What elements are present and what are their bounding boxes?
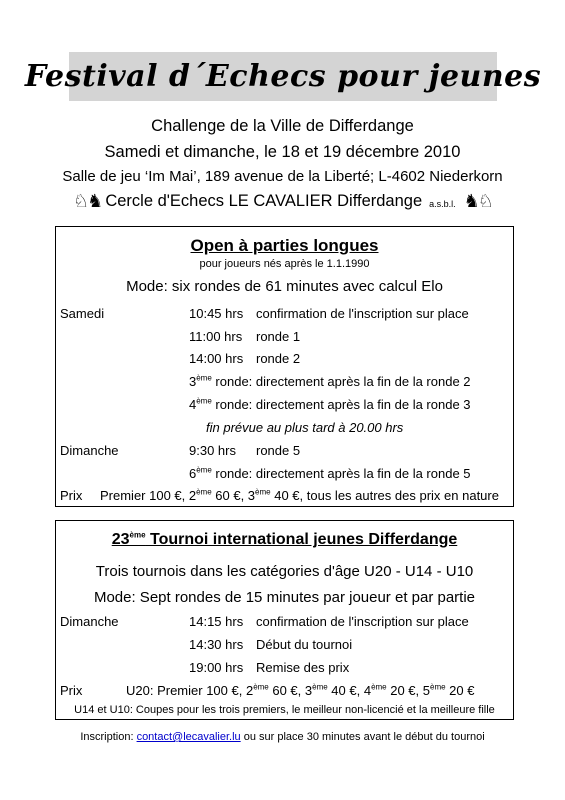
open-subtitle: pour joueurs nés après le 1.1.1990 xyxy=(199,258,370,270)
schedule-desc: ronde 5 xyxy=(256,443,301,458)
ordinal-suffix: ème xyxy=(312,682,328,692)
schedule-time: 14:30 hrs xyxy=(189,637,244,652)
ordinal-suffix: ème xyxy=(196,396,212,406)
schedule-time: 11:00 hrs xyxy=(189,329,243,344)
sunday-label: Dimanche xyxy=(60,614,119,629)
schedule-desc: ronde 1 xyxy=(256,329,301,344)
prize-text: 20 € xyxy=(445,683,475,698)
club-line xyxy=(0,191,565,212)
tournament-title xyxy=(56,531,513,549)
round-desc: ronde: directement après la fin de la ronde 2 xyxy=(215,374,471,389)
club-suffix: a.s.b.l. xyxy=(429,198,456,209)
ordinal-suffix: ème xyxy=(129,530,146,540)
youth-prizes-note: U14 et U10: Coupes pour les trois premiers, le meilleur non-licencié et la meilleure fille xyxy=(74,704,495,716)
registration-suffix: ou sur place 30 minutes avant le début du tournoi xyxy=(240,731,485,743)
tournament-section xyxy=(55,520,514,720)
round-number: 3 xyxy=(189,374,197,389)
round4-line xyxy=(189,397,471,412)
round-number: 6 xyxy=(189,466,197,481)
round-number: 4 xyxy=(189,397,197,412)
registration-line xyxy=(0,731,565,743)
title-number: 23 xyxy=(111,531,130,548)
club-name: Cercle d'Echecs LE CAVALIER Differdange xyxy=(105,192,423,210)
schedule-desc: Début du tournoi xyxy=(256,637,353,652)
schedule-time: 14:15 hrs xyxy=(189,614,244,629)
mode-line: Mode: Sept rondes de 15 minutes par joueur et par partie xyxy=(93,589,476,606)
schedule-time: 10:45 hrs xyxy=(189,306,244,321)
round-desc: ronde: directement après la fin de la ronde 5 xyxy=(215,466,471,481)
saturday-label: Samedi xyxy=(60,306,105,321)
venue-line: Salle de jeu ‘Im Mai’, 189 avenue de la Liberté; L-4602 Niederkorn xyxy=(62,168,503,185)
knight-left-icon: ♘♞ xyxy=(73,191,102,212)
open-section xyxy=(55,226,514,507)
title-text: Tournoi international jeunes Differdange xyxy=(145,531,458,548)
date-line: Samedi et dimanche, le 18 et 19 décembre 2010 xyxy=(104,143,461,161)
ordinal-suffix: ème xyxy=(255,487,271,497)
round-desc: ronde: directement après la fin de la ronde 3 xyxy=(215,397,471,412)
ordinal-suffix: ème xyxy=(430,682,446,692)
schedule-time: 14:00 hrs xyxy=(189,351,244,366)
schedule-desc: Remise des prix xyxy=(256,660,350,675)
prize-label: Prix xyxy=(60,683,83,698)
round3-line xyxy=(189,374,471,389)
prize-text: Premier 100 €, 2 xyxy=(100,488,197,503)
title-banner xyxy=(24,52,542,101)
prize-line xyxy=(126,683,474,698)
ordinal-suffix: ème xyxy=(196,487,212,497)
open-mode: Mode: six rondes de 61 minutes avec calcul Elo xyxy=(126,278,443,295)
schedule-desc: ronde 2 xyxy=(256,351,301,366)
open-title: Open à parties longues xyxy=(190,236,379,255)
sunday-label: Dimanche xyxy=(60,443,119,458)
prize-text: 60 €, 3 xyxy=(211,488,256,503)
schedule-time: 9:30 hrs xyxy=(189,443,236,458)
prize-text: 60 €, 3 xyxy=(268,683,313,698)
knight-right-icon: ♞♘ xyxy=(463,191,492,212)
page-title: Festival d´Echecs pour jeunes xyxy=(24,59,542,94)
categories-line: Trois tournois dans les catégories d'âge U20 - U14 - U10 xyxy=(95,563,474,580)
prize-label: Prix xyxy=(60,488,83,503)
schedule-desc: confirmation de l'inscription sur place xyxy=(256,614,469,629)
ordinal-suffix: ème xyxy=(371,682,387,692)
email-link[interactable]: contact@lecavalier.lu xyxy=(136,731,241,743)
schedule-desc: confirmation de l'inscription sur place xyxy=(256,306,469,321)
ordinal-suffix: ème xyxy=(196,373,212,383)
prize-text: 40 €, tous les autres des prix en nature xyxy=(270,488,499,503)
ordinal-suffix: ème xyxy=(196,465,212,475)
end-note: fin prévue au plus tard à 20.00 hrs xyxy=(206,420,404,435)
prize-text: 40 €, 4 xyxy=(327,683,372,698)
ordinal-suffix: ème xyxy=(253,682,269,692)
prize-text: U20: Premier 100 €, 2 xyxy=(126,683,254,698)
challenge-line: Challenge de la Ville de Differdange xyxy=(151,117,414,135)
schedule-time: 19:00 hrs xyxy=(189,660,244,675)
registration-prefix: Inscription: xyxy=(80,731,137,743)
prize-line xyxy=(100,488,499,503)
prize-text: 20 €, 5 xyxy=(386,683,430,698)
round6-line xyxy=(189,466,471,481)
